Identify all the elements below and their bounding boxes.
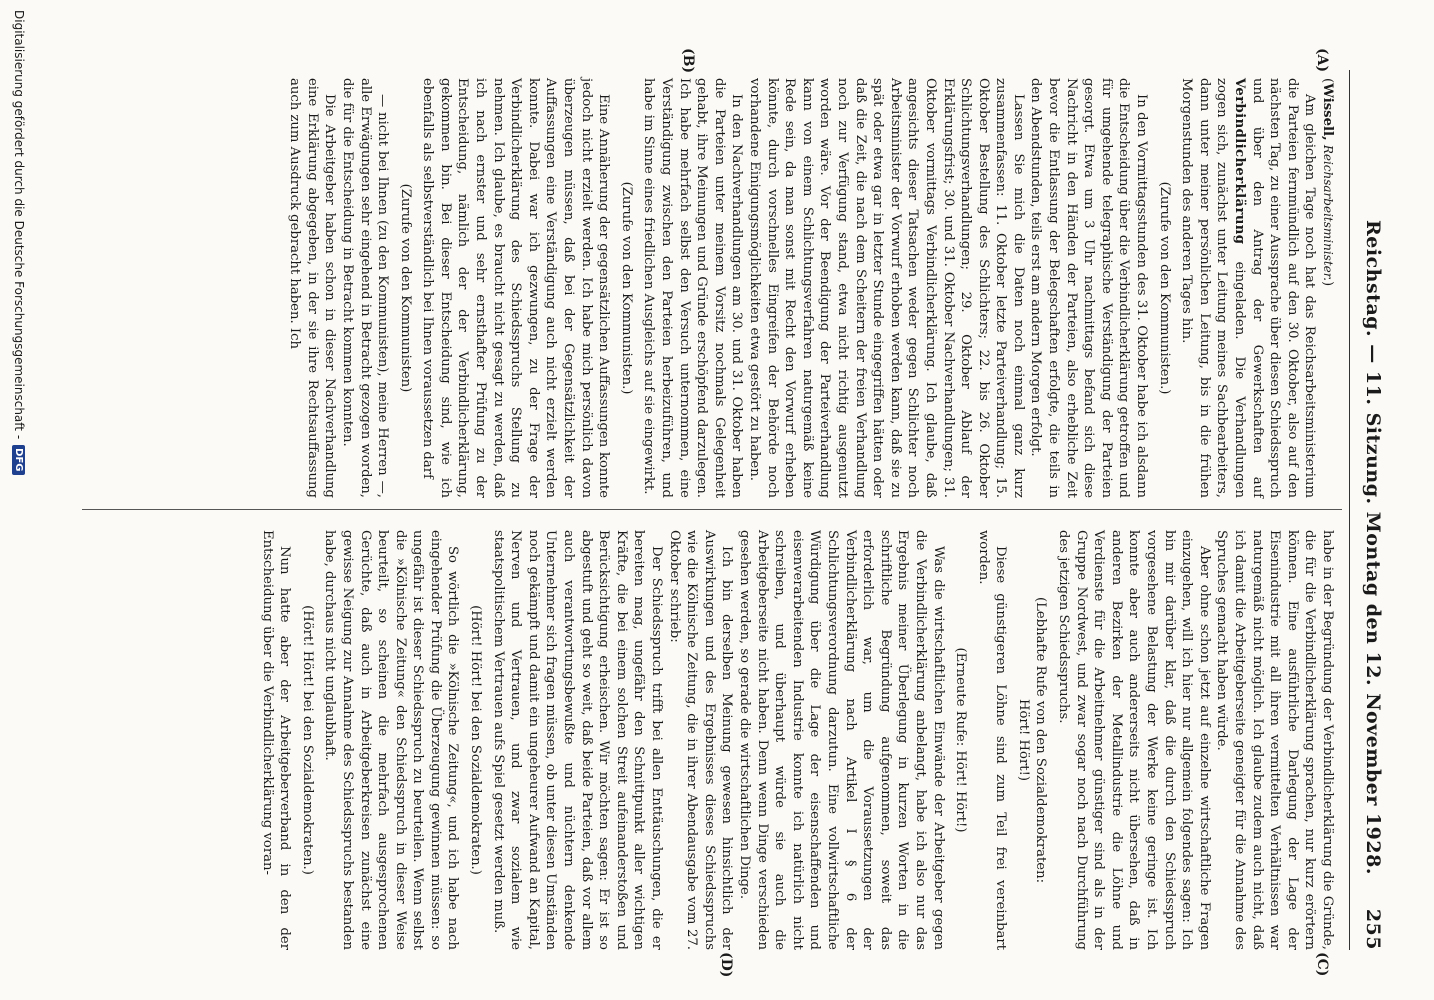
column-divider bbox=[82, 509, 1342, 510]
speaker-line: (Wissell, Reichsarbeitsminister.) bbox=[1320, 78, 1335, 287]
interjection: (Hört! Hört! bei den Sozialdemokraten.) bbox=[468, 605, 484, 875]
speaker-role: Reichsarbeitsminister. bbox=[1321, 144, 1335, 281]
margin-marker-a: (A) bbox=[1314, 48, 1330, 73]
paragraph: Ich bin derselben Meinung gewesen hinsichtlich der Auswirkungen und des Ergebnisses dieses Schiedsspruchs wie die Kölnische Zeitung, die in ihrer Abendausgabe vom 27. Oktober schrieb: bbox=[666, 530, 735, 950]
running-title: Reichstag. — 11. Sitzung. Montag den 12. November 1928. bbox=[1362, 220, 1384, 875]
interjection: (Lebhafte Rufe von den Sozialdemokraten: Hört! Hört!) bbox=[1015, 596, 1049, 884]
paragraph: Nun hatte aber der Arbeitgeberverband in den der Entscheidung über die Verbindlicherklärung voran- bbox=[259, 530, 293, 950]
left-column bbox=[286, 78, 1336, 498]
speaker-name: Wissell, bbox=[1320, 83, 1335, 141]
margin-marker-b: (B) bbox=[680, 48, 696, 74]
quotation: Der Schiedsspruch trifft bei allen Enttäuschungen, die er bereiten mag, ungefähr den Schnittpunkt aller wichtigen Kräfte, die bei einem solchen Streit aufeinanderstoßen und Berücksichtigung erheischen. Wir möchten sagen: Er ist so abgestuft und geht so weit, daß beide Parteien, daß vor allem auch verantwortungsbewußte und nüchtern denkende Unternehmer sich fragen müssen, ob unter diesen Umständen noch gekämpft und damit ein ungeheurer Aufwand an Kapital, Nerven und Vertrauen, und zwar sozialem wie staatspolitischem Vertrauen aufs Spiel gesetzt werden muß. bbox=[490, 530, 665, 950]
interjection: (Zurufe von den Kommunisten) bbox=[397, 183, 413, 393]
interjection: (Erneute Rufe: Hört! Hört!) bbox=[953, 647, 969, 833]
paragraph: So wörtlich die »Kölnische Zeitung«, und ich habe nach eingehender Prüfung die Überzeugung gewinnen müssen: so ungefähr ist dieser Schiedsspruch zu beurteilen. Wenn selbst die »Kölnische Zeitung« den Schiedsspruch in dieser Weise beurteilt, so scheinen die mehrfach ausgesprochenen Gerüchte, daß auch in Arbeitgeberkreisen zunächst eine gewisse Neigung zur Annahme des Schiedsspruchs bestanden habe, durchaus nicht unglaubhaft. bbox=[322, 530, 461, 950]
emphasis: Verbindlicherklärung bbox=[1232, 78, 1248, 245]
page-header bbox=[1354, 70, 1384, 950]
paragraph: Lassen Sie mich die Daten noch einmal ganz kurz zusammenfassen: 11. Oktober letzte Parteiverhandlung; 15. Oktober Bestellung des Schlichters; 22. bis 26. Oktober Schlichtungsverhandlungen; 29. Oktober Ablauf der Erklärungsfrist; 30. und 31. Oktober Nachverhandlungen; 31. Oktober vormittags Verbindlicherklärung. Ich glaube, daß angesichts dieser Tatsachen weder gegen Schlichter noch Arbeitsminister der Vorwurf erhoben werden kann, daß sie zu spät oder etwa gar in letzter Stunde eingegriffen hätten oder daß die Zeit, die nach dem Scheitern der freien Verhandlung noch zur Verfügung stand, etwa nicht richtig ausgenutzt worden wäre. Vor der Beendigung der Parteiverhandlung kann von einem Schlichtungsverfahren naturgemäß keine Rede sein, da man sonst mit Recht den Vorwurf erheben könnte, durch vorschnelles Eingreifen der Behörde noch vorhandene Einigungsmöglichkeiten etwa gestört zu haben. bbox=[747, 78, 1026, 498]
paragraph: In den Vormittagsstunden des 31. Oktober habe ich alsdann die Entscheidung über die Verbindlicherklärung getroffen und für umgehende telegraphische Verständigung der Parteien gesorgt. Etwa um 3 Uhr nachmittags befand sich diese Nachricht in den Händen der Parteien, also erhebliche Zeit bevor die Entlassung der Belegschaften erfolgte, die teils in den Abendstunden, teils erst am andern Morgen erfolgt. bbox=[1028, 78, 1150, 498]
header-rule bbox=[1349, 70, 1350, 950]
paragraph: Am gleichen Tage noch hat das Reichsarbeitsministerium die Parteien fernmündlich auf den 30. Oktober, also auf den nächsten Tag, zu einer Aussprache über diesen Schiedsspruch und über den Antrag der Gewerkschaften auf Verbindlicherklärung eingeladen. Die Verhandlungen zogen sich, zunächst unter Leitung meines Sachbearbeiters, dann unter meiner persönlichen Leitung, bis in die frühen Morgenstunden des anderen Tages hin. bbox=[1179, 78, 1318, 498]
interjection: (Zurufe von den Kommunisten.) bbox=[618, 181, 634, 395]
paragraph: Diese günstigeren Löhne sind zum Teil frei vereinbart worden. bbox=[975, 530, 1009, 950]
dfg-logo-icon: DFG bbox=[13, 445, 26, 474]
paragraph: Aber ohne schon jetzt auf einzelne wirtschaftliche Fragen einzugehen, will ich hier nur allgemein folgendes sagen: Ich bin mir darüber klar, daß die durch den Schiedsspruch vorgesehene Belastung der Werke keine geringe ist. Ich konnte aber auch andererseits nicht übersehen, daß in anderen Bezirken der Metallindustrie die Löhne und Verdienste für die Arbeitnehmer günstiger sind als in der Gruppe Nordwest, und zwar sogar noch nach Durchführung des jetzigen Schiedsspruchs. bbox=[1056, 530, 1212, 950]
margin-marker-c: (C) bbox=[1314, 952, 1330, 977]
paragraph: habe in der Begründung der Verbindlicherklärung die Gründe, die für die Verbindlicherklärung sprachen, nur kurz erörtern können. Eine ausführliche Darlegung der Lage der Eisenindustrie mit all ihren vermittelten Verhältnissen war naturgemäß nicht möglich. Ich glaube zudem auch nicht, daß ich damit die Arbeitgeberseite geneigter für die Annahme des Spruches gemacht haben würde. bbox=[1214, 530, 1335, 950]
footer-text: Digitalisierung gefördert durch die Deutsche Forschungsgemeinschaft - bbox=[12, 10, 26, 440]
interjection: (Zurufe von den Kommunisten.) bbox=[1156, 181, 1172, 395]
margin-marker-d: (D) bbox=[718, 952, 734, 978]
right-column bbox=[258, 530, 1336, 950]
paragraph: Was die wirtschaftlichen Einwände der Arbeitgeber gegen die Verbindlicherklärung anbelangt, habe ich also nur das Ergebnis meiner Überlegung in kurzen Worten in die schriftliche Begründung aufgenommen, soweit das erforderlich war, um die Voraussetzungen der Verbindlicherklärung nach Artikel I § 6 der Schlichtungsverordnung darzutun. Eine vollwirtschaftliche Würdigung über die Lage der eisenschaffenden und eisenverarbeitenden Industrie konnte ich natürlich nicht schreiben, und überhaupt würde sie auch die Arbeitgeberseite nicht haben. Denn wenn Dinge verschieden gesehen werden, so gerade die wirtschaftlichen Dinge. bbox=[737, 530, 946, 950]
paragraph: Die Arbeitgeber haben schon in dieser Nachverhandlung eine Erklärung abgegeben, in der sie ihre Rechtsauffassung auch zum Ausdruck gebracht haben. Ich bbox=[287, 78, 338, 498]
interjection: (Hört! Hört! bei den Sozialdemokraten.) bbox=[299, 605, 315, 875]
paragraph: — nicht bei Ihnen (zu den Kommunisten), meine Herren —, alle Erwägungen sehr eingehend in Betracht gezogen worden, die für die Entscheidung in Betracht kommen konnten. bbox=[339, 78, 391, 498]
digitization-footer bbox=[12, 10, 26, 990]
page-number: 255 bbox=[1362, 908, 1384, 950]
paragraph: In den Nachverhandlungen am 30. und 31. Oktober haben die Parteien unter meinem Vorsitz nochmals Gelegenheit gehabt, ihre Meinungen und Gründe erschöpfend darzulegen. Ich habe mehrfach selbst den Versuch unternommen, eine Verständigung zwischen den Parteien herbeizuführen, und habe im Sinne eines friedlichen Ausgleichs auf sie eingewirkt. bbox=[641, 78, 745, 498]
paragraph: Eine Annäherung der gegensätzlichen Auffassungen konnte jedoch nicht erzielt werden. Ich habe mich persönlich davon überzeugen müssen, daß bei der Gegensätzlichkeit der Auffassungen eine Verständigung auch nicht erzielt werden konnte. Dabei war ich gezwungen, zu der Frage der Verbindlicherklärung des Schiedsspruchs Stellung zu nehmen. Ich glaube, es braucht nicht gesagt zu werden, daß ich nach ernster und sehr ernsthafter Prüfung zu der Entscheidung, nämlich der der Verbindlicherklärung, gekommen bin. Bei dieser Entscheidung sind, wie ich ebenfalls als selbstverständlich bei Ihnen voraussetzen darf bbox=[420, 78, 612, 498]
